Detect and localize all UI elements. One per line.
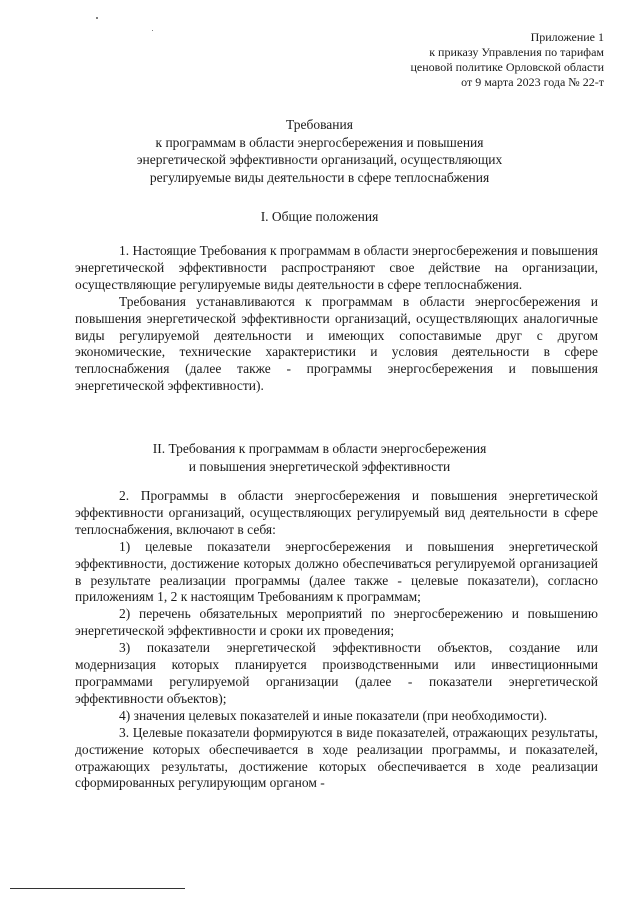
heading-line: II. Требования к программам в области энергосбережения — [152, 441, 487, 456]
list-item: 4) значения целевых показателей и иные показатели (при необходимости). — [119, 707, 548, 723]
title-line: энергетической эффективности организаций, осуществляющих — [136, 152, 503, 167]
list-item: 1) целевые показатели энергосбережения и повышения энергетической эффективности, достижение которых должно обеспечиваться регулируемой организацией в результате реализации программы (далее также - целевые показатели), согласно приложениям 1, 2 к настоящим Требованиям к программам; — [75, 538, 598, 605]
scan-speck — [152, 30, 153, 31]
paragraph: Требования устанавливаются к программам в области энергосбережения и повышения энергетической эффективности организаций, осуществляющих аналогичные виды регулируемой деятельности и имеющих сопоставимые друг с другом экономические, технические характеристики и условия деятельности в сфере теплоснабжения (далее также - программы энергосбережения и повышения энергетической эффективности). — [75, 293, 598, 394]
paragraph: 2. Программы в области энергосбережения и повышения энергетической эффективности организаций, осуществляющих регулируемый вид деятельности в сфере теплоснабжения, включают в себя: — [75, 488, 598, 537]
annex-line: к приказу Управления по тарифам — [429, 45, 604, 59]
annex-header — [364, 30, 604, 90]
section-2-body — [75, 488, 598, 792]
annex-line: ценовой политике Орловской области — [410, 60, 604, 74]
annex-line: от 9 марта 2023 года № 22-т — [461, 75, 604, 89]
title-line: регулируемые виды деятельности в сфере теплоснабжения — [149, 169, 490, 185]
document-title — [0, 116, 639, 186]
footnote-divider — [10, 888, 185, 889]
section-1-body — [75, 243, 598, 395]
list-item: 3) показатели энергетической эффективности объектов, создание или модернизация которых планируется производственными или инвестиционными программами регулируемой организации (далее - показатели энергетической эффективности объектов); — [75, 640, 598, 706]
title-line: к программам в области энергосбережения и повышения — [155, 134, 484, 150]
title-line: Требования — [286, 117, 353, 132]
list-item: 2) перечень обязательных мероприятий по энергосбережению и повышению энергетической эффективности и сроки их проведения; — [75, 606, 598, 639]
section-2-heading — [0, 440, 639, 476]
annex-line: Приложение 1 — [530, 30, 604, 44]
scan-speck — [96, 17, 98, 19]
heading-line: и повышения энергетической эффективности — [188, 459, 451, 474]
paragraph: 3. Целевые показатели формируются в виде показателей, отражающих результаты, достижение которых обеспечивается в ходе реализации программы, и показателей, отражающих результаты, достижение которых обеспечивается в ходе реализации сформированных регулирующим органом - — [75, 724, 598, 791]
section-1-heading: I. Общие положения — [260, 209, 379, 224]
paragraph: 1. Настоящие Требования к программам в области энергосбережения и повышения энергетической эффективности распространяют свое действие на организации, осуществляющие регулируемые виды деятельности в сфере теплоснабжения. — [75, 243, 598, 292]
